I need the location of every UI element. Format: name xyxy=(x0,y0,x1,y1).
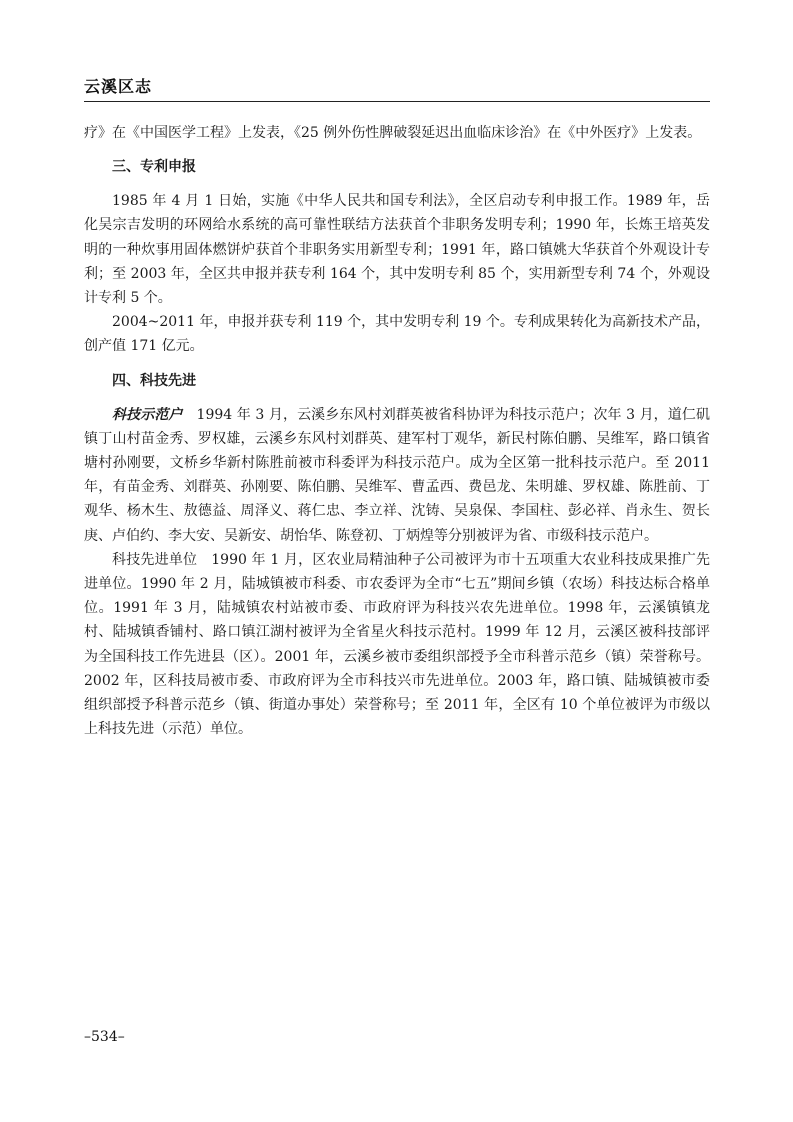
header-rule xyxy=(84,101,710,102)
running-head-title: 云溪区志 xyxy=(84,77,153,96)
paragraph-patents-2: 2004~2011 年，申报并获专利 119 个，其中发明专利 19 个。专利成果转化为高新技术产品，创产值 171 亿元。 xyxy=(84,314,710,355)
section-heading-patents: 三、专利申报 xyxy=(112,159,196,176)
paragraph-advanced-units xyxy=(84,548,710,742)
paragraph-demo-households xyxy=(84,403,710,548)
paragraph-patents-1: 1985 年 4 月 1 日始，实施《中华人民共和国专利法》，全区启动专利申报工作。1989 年，岳化吴宗吉发明的环网给水系统的高可靠性联结方法获首个非职务发明专利；1990 年，长炼王培英发明的一种炊事用固体燃饼炉获首个非职务实用新型专利；1991 年，路口镇姚大华获首个外观设计专利；至 2003 年，全区共申报并获专利 164 个，其中发明专利 85 个，实用新型专利 74 个，外观设计专利 5 个。 xyxy=(84,193,710,307)
run-in-heading-advanced-units: 科技先进单位 xyxy=(112,551,198,568)
continued-paragraph: 疗》在《中国医学工程》上发表，《25 例外伤性脾破裂延迟出血临床诊治》在《中外医疗》上发表。 xyxy=(84,125,702,141)
page-number: –534– xyxy=(84,1029,125,1045)
section-heading-sci-tech-advanced: 四、科技先进 xyxy=(112,372,196,389)
advanced-units-text: 1990 年 1 月，区农业局精油种子公司被评为市十五项重大农业科技成果推广先进单位。1990 年 2 月，陆城镇被市科委、市农委评为全市“七五”期间乡镇（农场）科技达标合格单位。1991 年 3 月，陆城镇农村站被市委、市政府评为科技兴农先进单位。1998 年，云溪镇镇龙村、陆城镇香铺村、路口镇江湖村被评为全省星火科技示范村。1999 年 12 月，云溪区被科技部评为全国科技工作先进县（区）。2001 年，云溪乡被市委组织部授予全市科普示范乡（镇）荣誉称号。2002 年，区科技局被市委、市政府评为全市科技兴市先进单位。2003 年，路口镇、陆城镇被市委组织部授予科普示范乡（镇、街道办事处）荣誉称号；至 2011 年，全区有 10 个单位被评为市级以上科技先进（示范）单位。 xyxy=(84,551,710,738)
demo-households-text: 1994 年 3 月，云溪乡东风村刘群英被省科协评为科技示范户；次年 3 月，道仁矶镇丁山村苗金秀、罗权雄，云溪乡东风村刘群英、建军村丁观华，新民村陈伯鹏、吴维军，路口镇省塘村孙刚要，文桥乡华新村陈胜前被市科委评为科技示范户。成为全区第一批科技示范户。至 2011 年，有苗金秀、刘群英、孙刚要、陈伯鹏、吴维军、曹孟西、费邑龙、朱明雄、罗权雄、陈胜前、丁观华、杨木生、敖德益、周泽义、蒋仁忠、李立祥、沈铸、吴泉保、李国柱、彭必祥、肖永生、贺长庚、卢伯约、李大安、吴新安、胡怡华、陈登初、丁炳煌等分别被评为省、市级科技示范户。 xyxy=(84,406,710,544)
run-in-heading-demo-households: 科技示范户 xyxy=(112,406,183,423)
body-text xyxy=(84,121,710,741)
